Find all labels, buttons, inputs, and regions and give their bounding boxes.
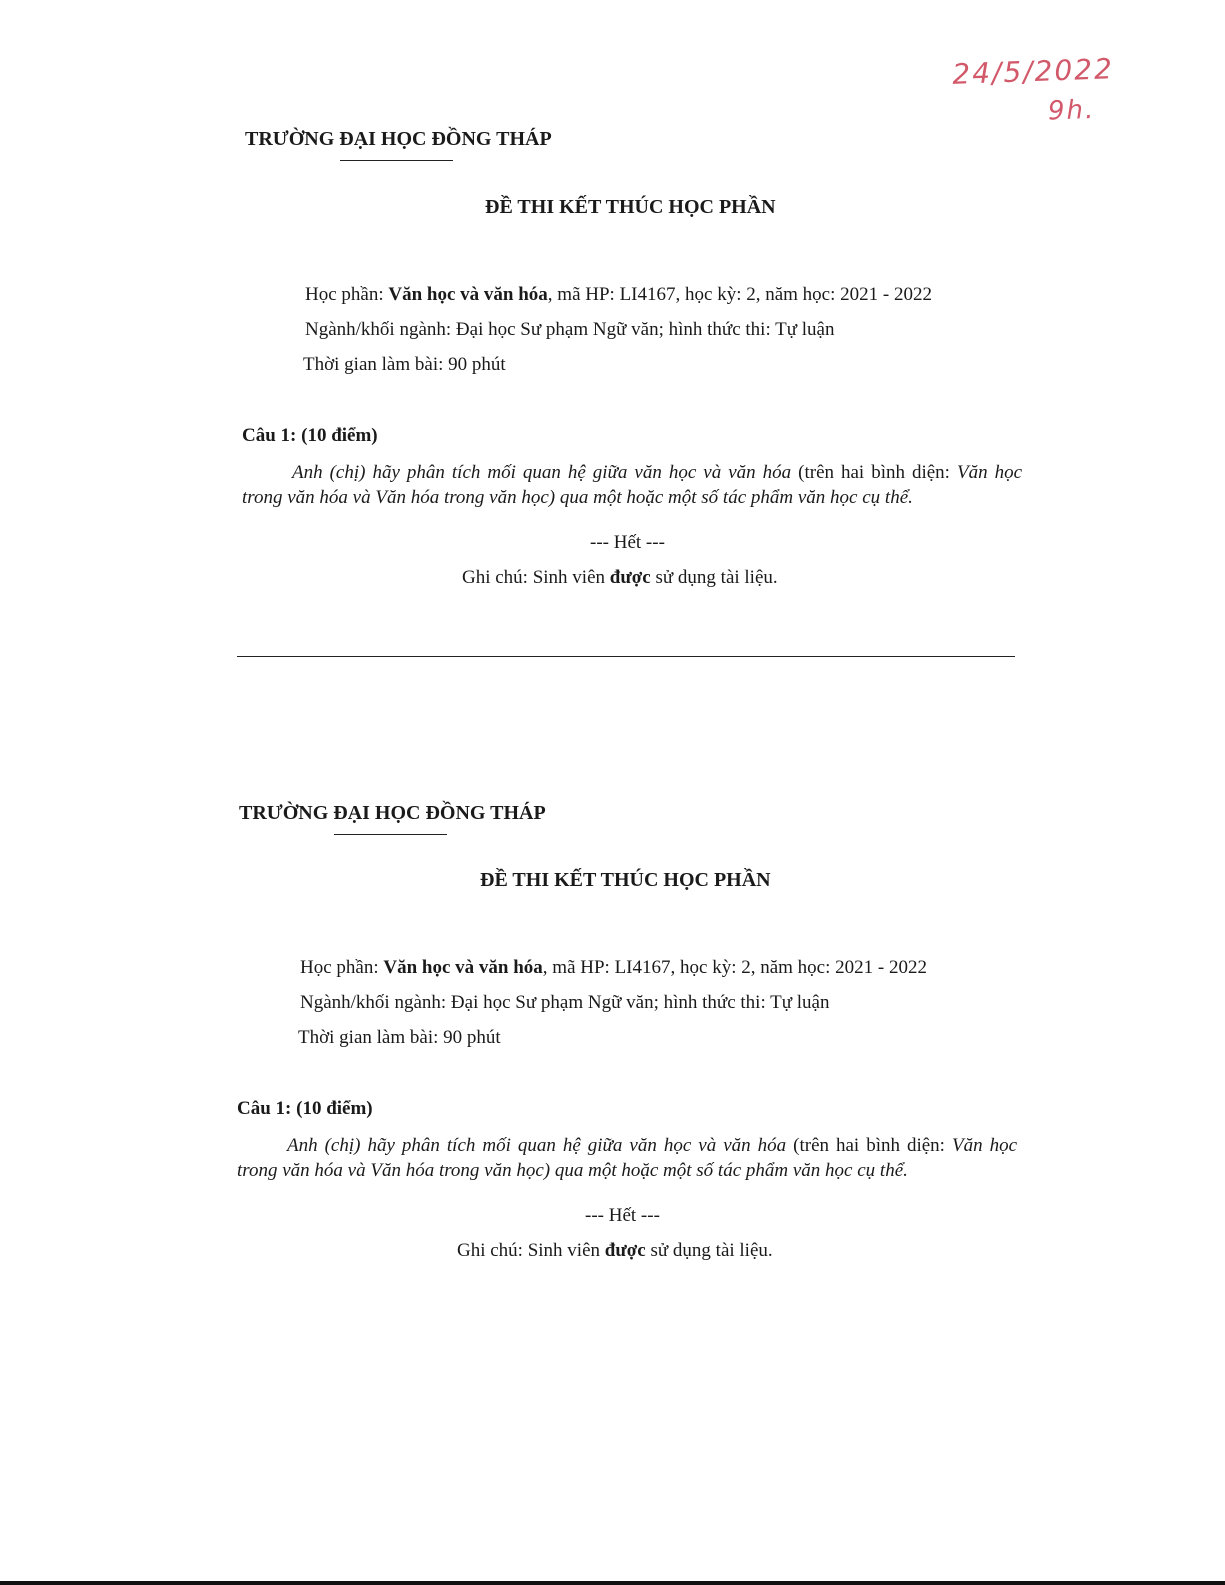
exam-title: ĐỀ THI KẾT THÚC HỌC PHẦN <box>485 196 776 218</box>
note-prefix: Ghi chú: Sinh viên <box>457 1240 605 1261</box>
course-name: Văn học và văn hóa <box>383 957 543 978</box>
course-suffix: , mã HP: LI4167, học kỳ: 2, năm học: 2021 - 2022 <box>542 957 927 978</box>
handwritten-date: 24/5/2022 <box>952 52 1115 91</box>
school-name-underline <box>334 834 447 835</box>
school-name: TRƯỜNG ĐẠI HỌC ĐỒNG THÁP <box>245 128 552 150</box>
question-part-3: Văn học trong văn hóa và Văn hóa trong văn học) qua một hoặc một số tác phẩm văn học cụ thể. <box>242 462 1023 508</box>
question-body <box>237 1133 1017 1183</box>
note-bold: được <box>609 567 651 588</box>
school-name-underline <box>340 160 453 161</box>
question-part-3: Văn học trong văn hóa và Văn hóa trong văn học) qua một hoặc một số tác phẩm văn học cụ thể. <box>237 1135 1018 1181</box>
note-bold: được <box>604 1240 646 1261</box>
exam-section-2 <box>0 675 1225 1261</box>
duration-line: Thời gian làm bài: 90 phút <box>298 1027 501 1048</box>
question-part-2: (trên hai bình diện: <box>786 1135 952 1156</box>
section-separator <box>237 656 1015 657</box>
end-mark: --- Hết --- <box>585 1205 660 1226</box>
major-line: Ngành/khối ngành: Đại học Sư phạm Ngữ văn; hình thức thi: Tự luận <box>305 319 835 340</box>
course-prefix: Học phần: <box>305 284 389 305</box>
exam-section-1 <box>0 0 1225 588</box>
question-part-1: Anh (chị) hãy phân tích mối quan hệ giữa văn học và văn hóa <box>287 1135 787 1156</box>
question-part-1: Anh (chị) hãy phân tích mối quan hệ giữa văn học và văn hóa <box>292 462 792 483</box>
question-heading: Câu 1: (10 điểm) <box>242 425 378 446</box>
note-line <box>462 567 778 589</box>
question-part-2: (trên hai bình diện: <box>791 462 957 483</box>
course-suffix: , mã HP: LI4167, học kỳ: 2, năm học: 2021 - 2022 <box>547 284 932 305</box>
handwritten-time: 9h. <box>1047 94 1097 127</box>
note-suffix: sử dụng tài liệu. <box>645 1240 773 1261</box>
question-heading: Câu 1: (10 điểm) <box>237 1098 373 1119</box>
note-line <box>457 1240 773 1262</box>
school-name: TRƯỜNG ĐẠI HỌC ĐỒNG THÁP <box>239 802 546 824</box>
note-prefix: Ghi chú: Sinh viên <box>462 567 610 588</box>
duration-line: Thời gian làm bài: 90 phút <box>303 354 506 375</box>
end-mark: --- Hết --- <box>590 532 665 553</box>
exam-title: ĐỀ THI KẾT THÚC HỌC PHẦN <box>480 869 771 891</box>
course-name: Văn học và văn hóa <box>388 284 548 305</box>
major-line: Ngành/khối ngành: Đại học Sư phạm Ngữ văn; hình thức thi: Tự luận <box>300 992 830 1013</box>
course-line <box>305 284 932 306</box>
course-line <box>300 957 927 979</box>
note-suffix: sử dụng tài liệu. <box>650 567 778 588</box>
course-prefix: Học phần: <box>300 957 384 978</box>
page-bottom-edge <box>0 1581 1225 1585</box>
question-body <box>242 460 1022 510</box>
